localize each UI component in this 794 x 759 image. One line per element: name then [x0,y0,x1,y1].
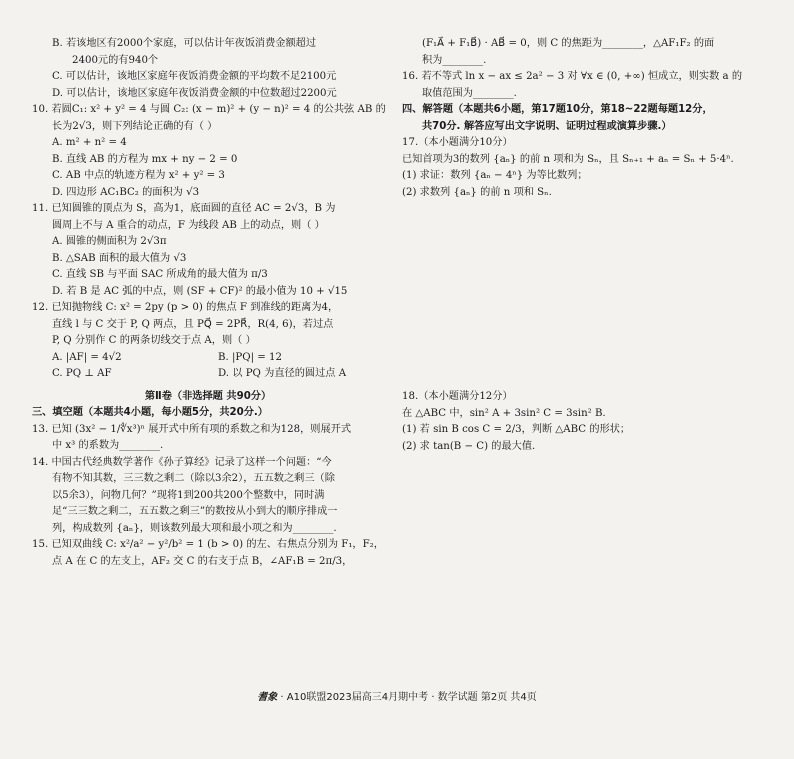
right-lines [402,36,768,201]
right-after-line: 18.（本小题满分12分） [402,391,513,403]
q12-option-b: B. |PQ| = 12 [218,351,283,363]
footer-text: · A10联盟2023届高三4月期中考 · 数学试题 第2页 共4页 [280,692,537,703]
right-line: (F₁A⃗ + F₁B⃗) · AB⃗ = 0，则 C 的焦距为________，△AF₁F₂ 的面 [422,38,715,49]
left-line: B. 直线 AB 的方程为 mx + ny − 2 = 0 [52,153,238,165]
left-after-line: 点 A 在 C 的左支上，AF₂ 交 C 的右支于点 B，∠AF₁B = 2π/3， [52,555,353,567]
right-line: 共70分. 解答应写出文字说明、证明过程或演算步骤.） [422,120,672,132]
q12-option-d: D. 以 PQ 为直径的圆过点 A [218,368,347,380]
left-line: D. 若 B 是 AC 弧的中点，则 (SF + CF)² 的最小值为 10 + √15 [52,285,348,297]
left-line: C. 直线 SB 与平面 SAC 所成角的最大值为 π/3 [52,269,268,281]
left-line: B. △SAB 面积的最大值为 √3 [52,252,187,264]
left-line: C. AB 中点的轨迹方程为 x² + y² = 3 [52,170,225,182]
right-line: 取值范围为________. [422,87,517,99]
left-line: 圆周上不与 A 重合的动点，F 为线段 AB 上的动点，则（ ） [52,219,325,231]
left-line: C. 可以估计，该地区家庭年夜饭消费金额的平均数不足2100元 [52,71,337,83]
q12-option-c: C. PQ ⊥ AF [52,368,112,380]
left-after-line: 三、填空题（本题共4小题，每小题5分，共20分.） [32,407,268,419]
left-line: D. 可以估计，该地区家庭年夜饭消费金额的中位数超过2200元 [52,87,337,99]
right-column [402,36,768,455]
section-2-title: 第Ⅱ卷（非选择题 共90分） [144,390,272,402]
left-after-line: 有物不知其数，三三数之剩二（除以3余2），五五数之剩三（除 [52,473,335,485]
right-after-line: 在 △ABC 中，sin² A + 3sin² C = 3sin² B. [402,407,606,419]
left-line: P, Q 分别作 C 的两条切线交于点 A，则（ ） [52,335,256,347]
left-after-line: 14. 中国古代经典数学著作《孙子算经》记录了这样一个问题：“今 [32,456,332,468]
left-after-line: 中 x³ 的系数为________. [52,440,164,452]
left-column [32,36,384,571]
right-after-line: (2) 求 tan(B − C) 的最大值. [402,440,536,452]
left-after-lines [32,405,384,570]
right-line: 16. 若不等式 ln x − ax ≤ 2a² − 3 对 ∀x ∈ (0, +∞) 恒成立，则实数 a 的 [402,71,743,83]
left-line: 12. 已知抛物线 C: x² = 2py (p > 0) 的焦点 F 到准线的距离为4， [32,302,339,314]
left-line: A. m² + n² = 4 [52,137,127,149]
q12-option-a: A. |AF| = 4√2 [52,351,122,363]
left-after-line: 足“三三数之剩二，五五数之剩三”的数按从小到大的顺序排成一 [52,506,338,518]
right-line: (1) 求证：数列 {aₙ − 4ⁿ} 为等比数列； [402,170,588,182]
left-lines [32,36,384,350]
left-line: 10. 若圆C₁: x² + y² = 4 与圆 C₂: (x − m)² + (y − n)² = 4 的公共弦 AB 的 [32,104,386,116]
right-line: 已知首项为3的数列 {aₙ} 的前 n 项和为 Sₙ，且 Sₙ₊₁ + aₙ = Sₙ + 5·4ⁿ. [402,153,734,165]
left-line: A. 圆锥的侧面积为 2√3π [52,236,167,248]
left-line: 长为2√3，则下列结论正确的有（ ） [52,120,218,132]
answer-space [402,201,768,389]
page-footer [0,690,794,706]
left-line: B. 若该地区有2000个家庭，可以估计年夜饭消费金额超过 [52,38,317,49]
left-line: 11. 已知圆锥的顶点为 S，高为1，底面圆的直径 AC = 2√3，B 为 [32,203,336,215]
left-line: D. 四边形 AC₁BC₂ 的面积为 √3 [52,186,200,198]
right-line: (2) 求数列 {aₙ} 的前 n 项和 Sₙ. [402,186,552,198]
right-line: 17.（本小题满分10分） [402,137,513,149]
right-after-line: (1) 若 sin B cos C = 2/3，判断 △ABC 的形状； [402,424,631,436]
left-after-line: 以5余3），问物几何？”现将1到200共200个整数中，同时满 [52,489,325,501]
left-line: 直线 l 与 C 交于 P, Q 两点，且 PQ⃗ = 2PR⃗，R(4, 6)，若过点 [52,318,334,330]
left-after-line: 列，构成数列 {aₙ}，则该数列最大项和最小项之和为________. [52,522,337,534]
q12-options-row-2 [32,366,384,383]
right-line: 积为________. [422,54,487,66]
left-after-line: 15. 已知双曲线 C: x²/a² − y²/b² = 1 (b > 0) 的左、右焦点分别为 F₁，F₂， [32,539,384,551]
left-line: 2400元的有940个 [72,54,159,66]
right-line: 四、解答题（本题共6小题，第17题10分，第18~22题每题12分， [402,104,713,116]
q12-options-row-1 [32,350,384,367]
footer-logo: 耆象 [257,692,278,703]
left-after-line: 13. 已知 (3x² − 1/∜x³)ⁿ 展开式中所有项的系数之和为128，则展开式 [32,423,352,435]
right-after-lines [402,389,768,455]
